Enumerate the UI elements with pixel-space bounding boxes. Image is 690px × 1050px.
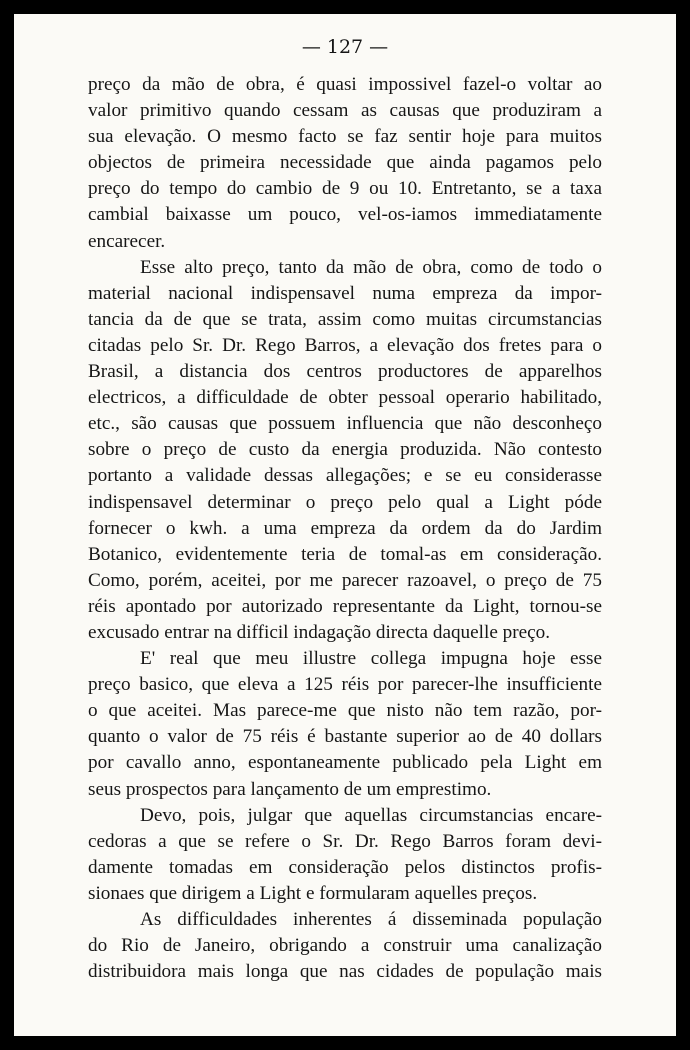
text-line: As difficuldades inherentes á disseminada população [140, 909, 602, 930]
text-line: objectos de primeira necessidade que ainda pagamos pelo [88, 152, 602, 174]
book-page [14, 14, 676, 1036]
body-text [88, 72, 602, 985]
text-line: tancia da de que se trata, assim como muitas circumstancias [88, 308, 602, 330]
text-line: do Rio de Janeiro, obrigando a construir uma canalização [88, 935, 602, 957]
text-line: portanto a validade dessas allegações; e se eu considerasse [88, 465, 602, 487]
text-line: réis apontado por autorizado representante da Light, tornou-se [88, 595, 602, 617]
text-line: quanto o valor de 75 réis é bastante superior ao de 40 dollars [88, 726, 602, 748]
text-line: Botanico, evidentemente teria de tomal-as em consideração. [88, 543, 602, 565]
text-line: distribuidora mais longa que nas cidades de população mais [88, 961, 602, 983]
page-number: — 127 — [301, 36, 389, 58]
text-line: fornecer o kwh. a uma empreza da ordem da do Jardim [88, 517, 602, 539]
text-line: Brasil, a distancia dos centros productores de apparelhos [88, 361, 602, 383]
text-line: seus prospectos para lançamento de um emprestimo. [88, 778, 492, 800]
text-line: encarecer. [88, 230, 166, 252]
text-line: indispensavel determinar o preço pelo qual a Light póde [88, 491, 602, 513]
text-line: Como, porém, aceitei, por me parecer razoavel, o preço de 75 [88, 569, 602, 591]
text-line: preço da mão de obra, é quasi impossivel fazel-o voltar ao [88, 74, 602, 95]
text-line: Esse alto preço, tanto da mão de obra, como de todo o [140, 256, 602, 278]
text-line: valor primitivo quando cessam as causas que produziram a [88, 100, 602, 122]
text-line: E' real que meu illustre collega impugna hoje esse [140, 648, 602, 670]
text-line: etc., são causas que possuem influencia que não desconheço [88, 413, 602, 435]
text-line: o que aceitei. Mas parece-me que nisto não tem razão, por- [88, 700, 602, 722]
text-line: material nacional indispensavel numa empreza da impor- [88, 282, 602, 304]
text-line: sua elevação. O mesmo facto se faz sentir hoje para muitos [88, 126, 602, 148]
text-line: preço do tempo do cambio de 9 ou 10. Entretanto, se a taxa [88, 178, 602, 200]
text-line: excusado entrar na difficil indagação directa daquelle preço. [88, 621, 551, 643]
text-line: sobre o preço de custo da energia produzida. Não contesto [88, 439, 602, 461]
text-line: por cavallo anno, espontaneamente publicado pela Light em [88, 752, 602, 774]
text-line: citadas pelo Sr. Dr. Rego Barros, a elevação dos fretes para o [88, 334, 602, 356]
text-line: preço basico, que eleva a 125 réis por parecer-lhe insufficiente [88, 674, 602, 696]
text-line: sionaes que dirigem a Light e formularam aquelles preços. [88, 882, 538, 904]
text-line: electricos, a difficuldade de obter pessoal operario habilitado, [88, 387, 602, 409]
text-line: cambial baixasse um pouco, vel-os-iamos immediatamente [88, 204, 602, 226]
text-line: damente tomadas em consideração pelos distinctos profis- [88, 856, 602, 878]
text-line: Devo, pois, julgar que aquellas circumstancias encare- [140, 804, 602, 826]
text-line: cedoras a que se refere o Sr. Dr. Rego Barros foram devi- [88, 830, 602, 852]
